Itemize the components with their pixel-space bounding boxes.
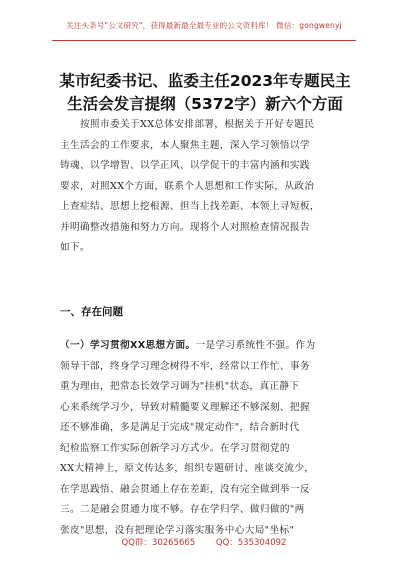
paragraph-line: 按照市委关于XX总体安排部署，根据关于开好专题民 <box>80 119 315 130</box>
section-heading: 一、存在问题 <box>60 306 123 318</box>
paragraph-line: 要求，对照XX个方面，联系个人思想和工作实际，从政治 <box>60 180 315 192</box>
paragraph-text: 一是学习系统性不强。作为 <box>195 340 316 351</box>
paragraph-line: 三。二是融会贯通力度不够。存在学归学、做归做的"两 <box>60 504 305 515</box>
header-divider <box>52 40 356 41</box>
paragraph-line: 张皮"思想，没有把理论学习落实服务中心大局"坐标" <box>60 524 295 536</box>
title-line-2: 生活会发言提纲（5372字）新六个方面 <box>67 95 343 113</box>
footer-contact <box>0 536 408 548</box>
title-line-1: 某市纪委书记、监委主任2023年专题民主 <box>59 72 351 90</box>
paragraph-line: 心来系统学习少，导致对精髓要义理解还不够深刻、把握 <box>60 401 310 413</box>
paragraph-line: 上查症结、思想上挖根源、担当上找差距、本领上寻短板， <box>60 201 320 212</box>
paragraph-line: 领导干部，终身学习理念树得不牢，经常以工作忙、事务 <box>60 360 310 372</box>
paragraph-line: XX大精神上，原文传达多，组织专题研讨、座谈交流少， <box>60 463 315 474</box>
subsection-paragraph <box>60 336 350 541</box>
paragraph-line <box>60 336 350 357</box>
paragraph-line: 如下。 <box>60 242 90 253</box>
footer-qq-group: QQ群：30265665 <box>121 538 196 548</box>
header-banner: 关注头条号"公文研究"，获得最新最全最专业的公文资料库！ 微信：gongwenyj <box>66 21 342 30</box>
intro-paragraph <box>60 115 350 259</box>
paragraph-line: 还不够准确，多是满足于完成"规定动作"，结合新时代 <box>60 422 300 433</box>
paragraph-line: 在学思践悟、融会贯通上存在差距，没有完全做到举一反 <box>60 483 310 495</box>
paragraph-line: 并明确整改措施和努力方向。现将个人对照检查情况报告 <box>60 221 310 233</box>
paragraph-line: 主生活会的工作要求，本人聚焦主题，深入学习领悟以学 <box>60 139 310 151</box>
subsection-heading: （一）学习贯彻XX思想方面。 <box>60 340 196 351</box>
footer-qq: QQ：535304092 <box>215 538 287 548</box>
paragraph-line: 重为理由，把常态长效学习调为"挂机"状态，真正静下 <box>60 381 300 392</box>
document-title <box>50 70 360 116</box>
paragraph-line: 纪检监察工作实际创新学习方式少。在学习贯彻党的 <box>60 442 290 454</box>
paragraph-line: 铸魂、以学增智、以学正风、以学促干的丰富内涵和实践 <box>60 160 310 171</box>
